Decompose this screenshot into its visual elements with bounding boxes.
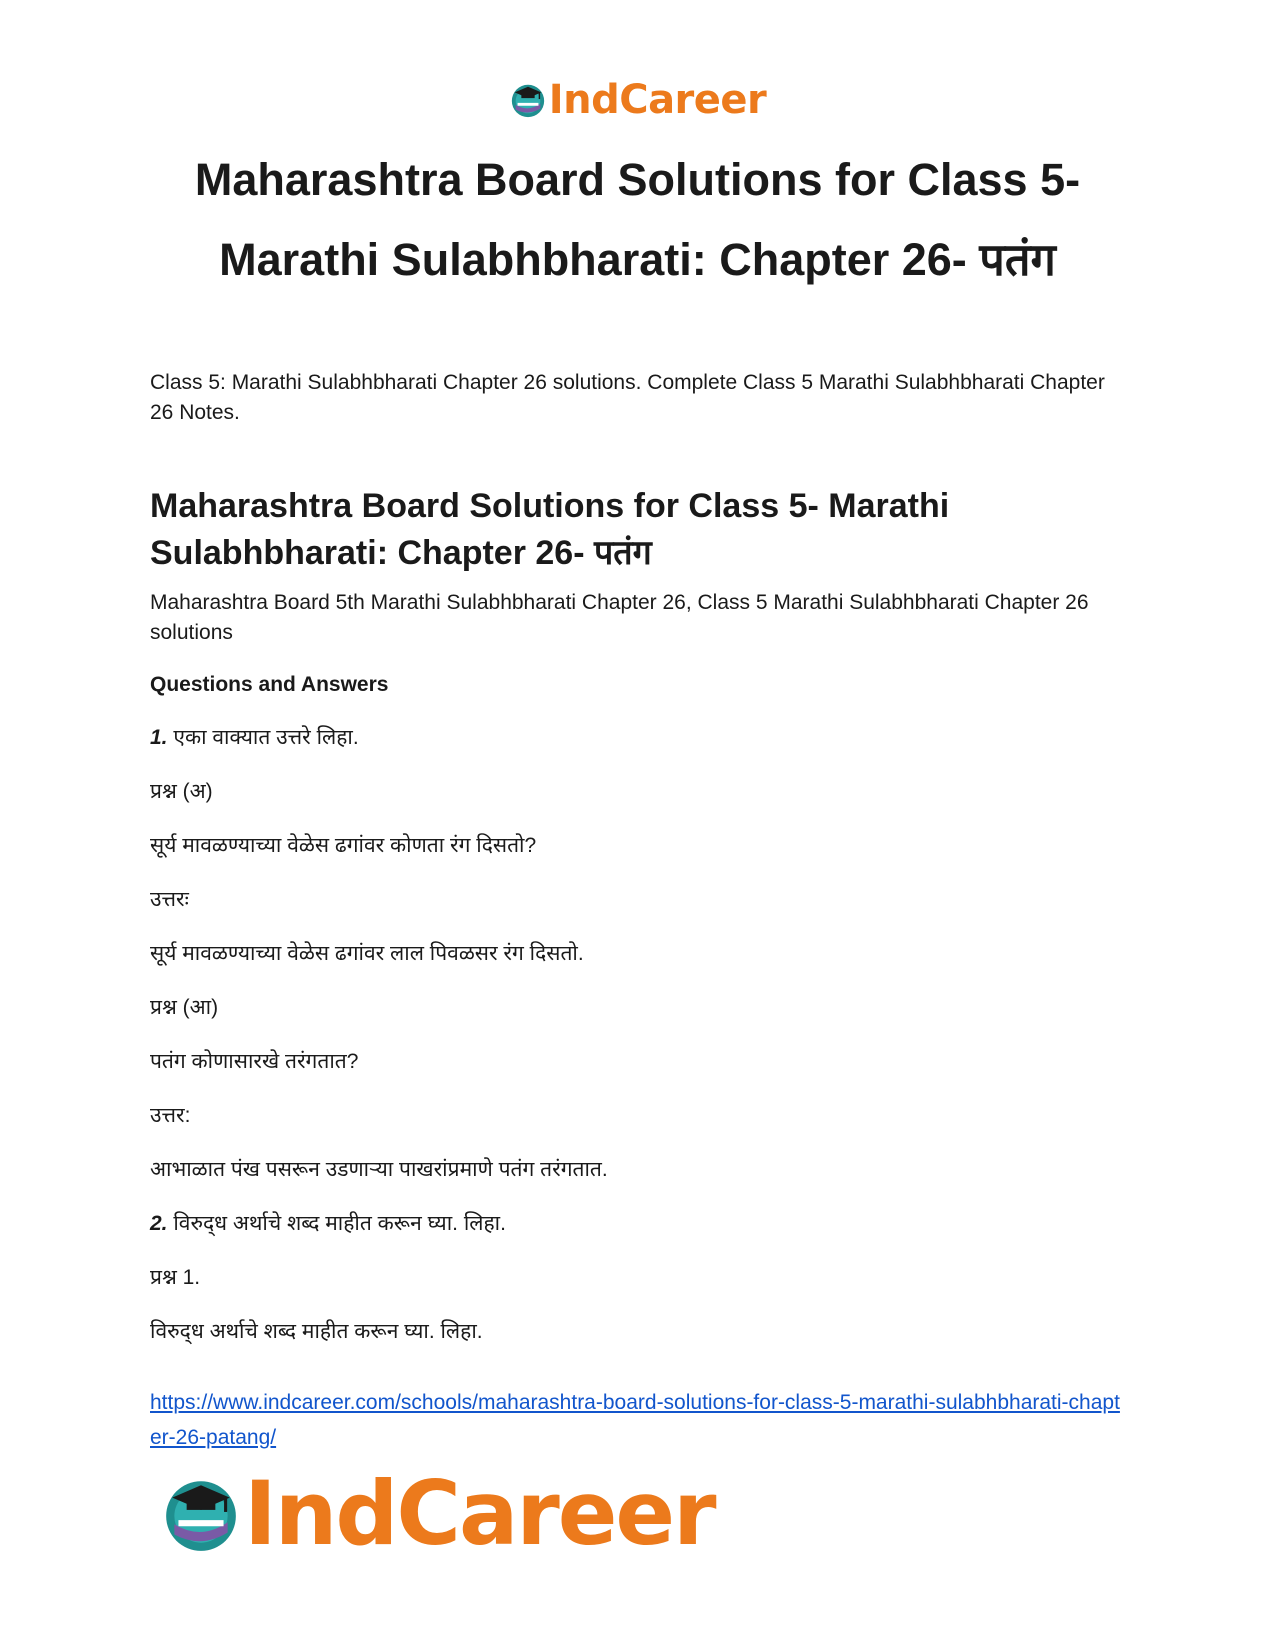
globe-graduation-cap-icon <box>509 81 547 119</box>
question-1-text: एका वाक्यात उत्तरे लिहा. <box>167 726 359 749</box>
answer-1b-label: उत्तर: <box>150 1104 191 1127</box>
question-2-1-text: विरुद्‌ध अर्थाचे शब्द माहीत करून घ्या. लिहा. <box>150 1320 483 1343</box>
page-title-line-2: Marathi Sulabhbharati: Chapter 26- पतंग <box>219 234 1056 285</box>
answer-1a-text: सूर्य मावळण्याच्या वेळेस ढगांवर लाल पिवळसर रंग दिसतो. <box>150 942 584 965</box>
question-2-number: 2. <box>150 1212 168 1235</box>
brand-name: IndCareer <box>244 1462 715 1565</box>
section-description: Maharashtra Board 5th Marathi Sulabhbharati Chapter 26, Class 5 Marathi Sulabhbharati Chapter 26 solutions <box>150 591 1089 644</box>
question-2-1-label: प्रश्न 1. <box>150 1266 201 1289</box>
answer-1b-text: आभाळात पंख पसरून उडणाऱ्या पाखरांप्रमाणे पतंग तरंगतात. <box>150 1158 608 1181</box>
globe-graduation-cap-icon <box>160 1473 242 1555</box>
question-1-heading <box>150 723 1130 753</box>
question-2-heading <box>150 1209 1130 1239</box>
page-title <box>150 140 1125 300</box>
source-link[interactable]: https://www.indcareer.com/schools/maharashtra-board-solutions-for-class-5-marathi-sulabhbharati-chapter-26-patang/ <box>150 1391 1120 1449</box>
footer-logo <box>160 1462 715 1565</box>
brand-name: IndCareer <box>548 77 767 123</box>
header-logo <box>0 77 1275 123</box>
question-1a-text: सूर्य मावळण्याच्या वेळेस ढगांवर कोणता रंग दिसतो? <box>150 834 537 857</box>
qa-heading: Questions and Answers <box>150 673 389 696</box>
section-heading: Maharashtra Board Solutions for Class 5- Marathi Sulabhbharati: Chapter 26- पतंग <box>150 487 950 572</box>
question-1-number: 1. <box>150 726 168 749</box>
question-1a-label: प्रश्न (अ) <box>150 780 213 803</box>
answer-1a-label: उत्तरः <box>150 888 189 911</box>
question-1b-text: पतंग कोणासारखे तरंगतात? <box>150 1050 359 1073</box>
question-2-text: विरुद्‌ध अर्थाचे शब्द माहीत करून घ्या. लिहा. <box>167 1212 506 1235</box>
page-title-line-1: Maharashtra Board Solutions for Class 5- <box>194 154 1081 205</box>
question-1b-label: प्रश्न (आ) <box>150 996 219 1019</box>
intro-paragraph: Class 5: Marathi Sulabhbharati Chapter 26 solutions. Complete Class 5 Marathi Sulabhbharati Chapter 26 Notes. <box>150 371 1105 424</box>
